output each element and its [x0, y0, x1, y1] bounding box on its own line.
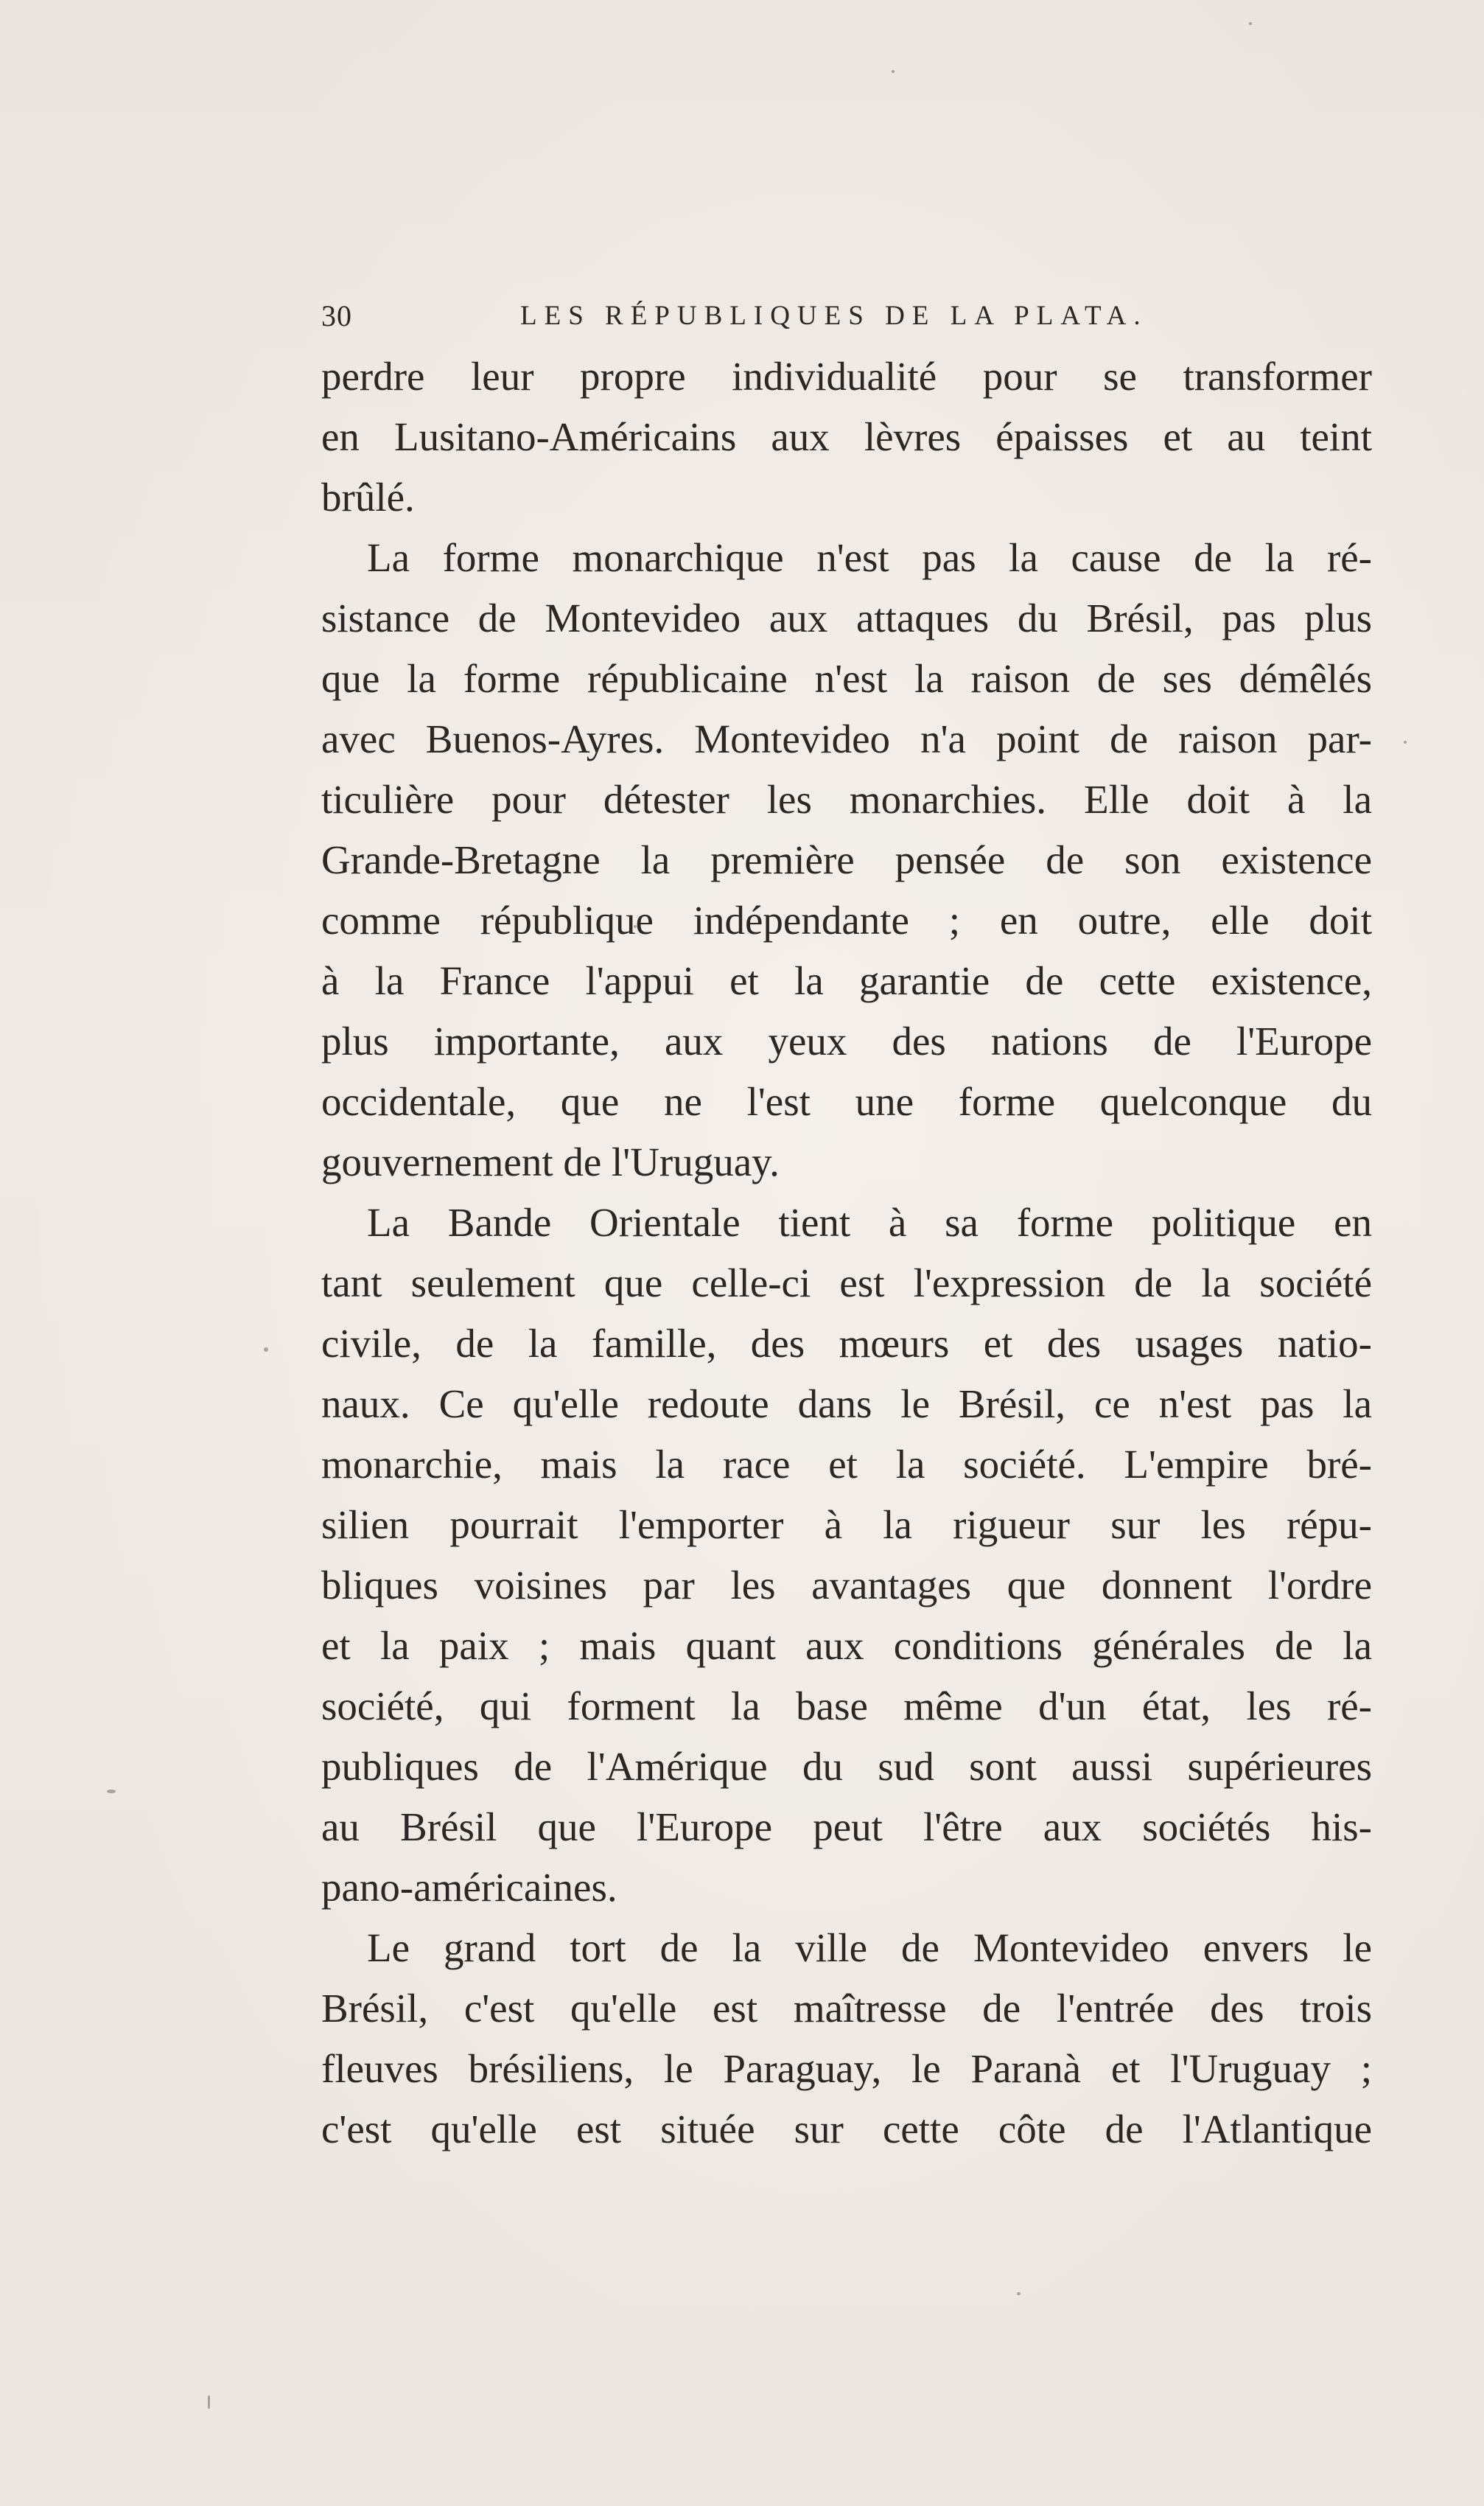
text-line: occidentale, que ne l'est une forme quelconque du: [321, 1079, 1372, 1124]
text-line: Le grand tort de la ville de Montevideo envers le: [367, 1925, 1372, 1970]
paper-speck: [264, 1347, 268, 1352]
text-line: gouvernement de l'Uruguay.: [321, 1139, 780, 1184]
text-line: et la paix ; mais quant aux conditions générales de la: [321, 1623, 1372, 1668]
text-line: fleuves brésiliens, le Paraguay, le Paranà et l'Uruguay ;: [321, 2046, 1372, 2091]
text-line: société, qui forment la base même d'un état, les ré-: [321, 1683, 1372, 1728]
page-number: 30: [321, 299, 352, 332]
text-line: en Lusitano-Américains aux lèvres épaisses et au teint: [321, 414, 1372, 459]
text-line: publiques de l'Amérique du sud sont aussi supérieures: [321, 1744, 1372, 1789]
text-line: La Bande Orientale tient à sa forme politique en: [367, 1200, 1372, 1245]
text-line: La forme monarchique n'est pas la cause de la ré-: [367, 535, 1372, 580]
running-title: LES RÉPUBLIQUES DE LA PLATA.: [520, 301, 1148, 331]
text-line: à la France l'appui et la garantie de cette existence,: [321, 958, 1372, 1003]
text-line: c'est qu'elle est située sur cette côte de l'Atlantique: [321, 2107, 1372, 2151]
paper-speck: [208, 2395, 210, 2409]
text-line: au Brésil que l'Europe peut l'être aux sociétés his-: [321, 1804, 1372, 1849]
text-line: tant seulement que celle-ci est l'expression de la société: [321, 1260, 1372, 1305]
paper-speck: [1404, 741, 1407, 744]
text-line: perdre leur propre individualité pour se transformer: [321, 354, 1372, 399]
text-line: silien pourrait l'emporter à la rigueur sur les répu-: [321, 1502, 1372, 1547]
text-line: civile, de la famille, des mœurs et des usages natio-: [321, 1321, 1372, 1366]
text-line: que la forme républicaine n'est la raison de ses démêlés: [321, 656, 1372, 701]
text-line: sistance de Montevideo aux attaques du Brésil, pas plus: [321, 596, 1372, 641]
text-line: Grande-Bretagne la première pensée de son existence: [321, 837, 1372, 882]
page-header: [321, 299, 1154, 343]
paper-speck: [1249, 22, 1252, 25]
paper-speck: [107, 1790, 116, 1793]
text-line: comme république indépendante ; en outre, elle doit: [321, 898, 1372, 943]
text-line: plus importante, aux yeux des nations de l'Europe: [321, 1019, 1372, 1064]
text-line: Brésil, c'est qu'elle est maîtresse de l'entrée des trois: [321, 1986, 1372, 2031]
text-line: pano-américaines.: [321, 1865, 617, 1910]
text-line: bliques voisines par les avantages que donnent l'ordre: [321, 1563, 1372, 1608]
text-line: brûlé.: [321, 475, 415, 520]
text-line: avec Buenos-Ayres. Montevideo n'a point de raison par-: [321, 716, 1372, 761]
paper-speck: [892, 70, 895, 73]
text-line: ticulière pour détester les monarchies. Elle doit à la: [321, 777, 1372, 822]
text-line: naux. Ce qu'elle redoute dans le Brésil, ce n'est pas la: [321, 1381, 1372, 1426]
paper-speck: [1017, 2292, 1021, 2295]
text-line: monarchie, mais la race et la société. L'empire bré-: [321, 1442, 1372, 1487]
body-text: [321, 346, 1372, 2160]
